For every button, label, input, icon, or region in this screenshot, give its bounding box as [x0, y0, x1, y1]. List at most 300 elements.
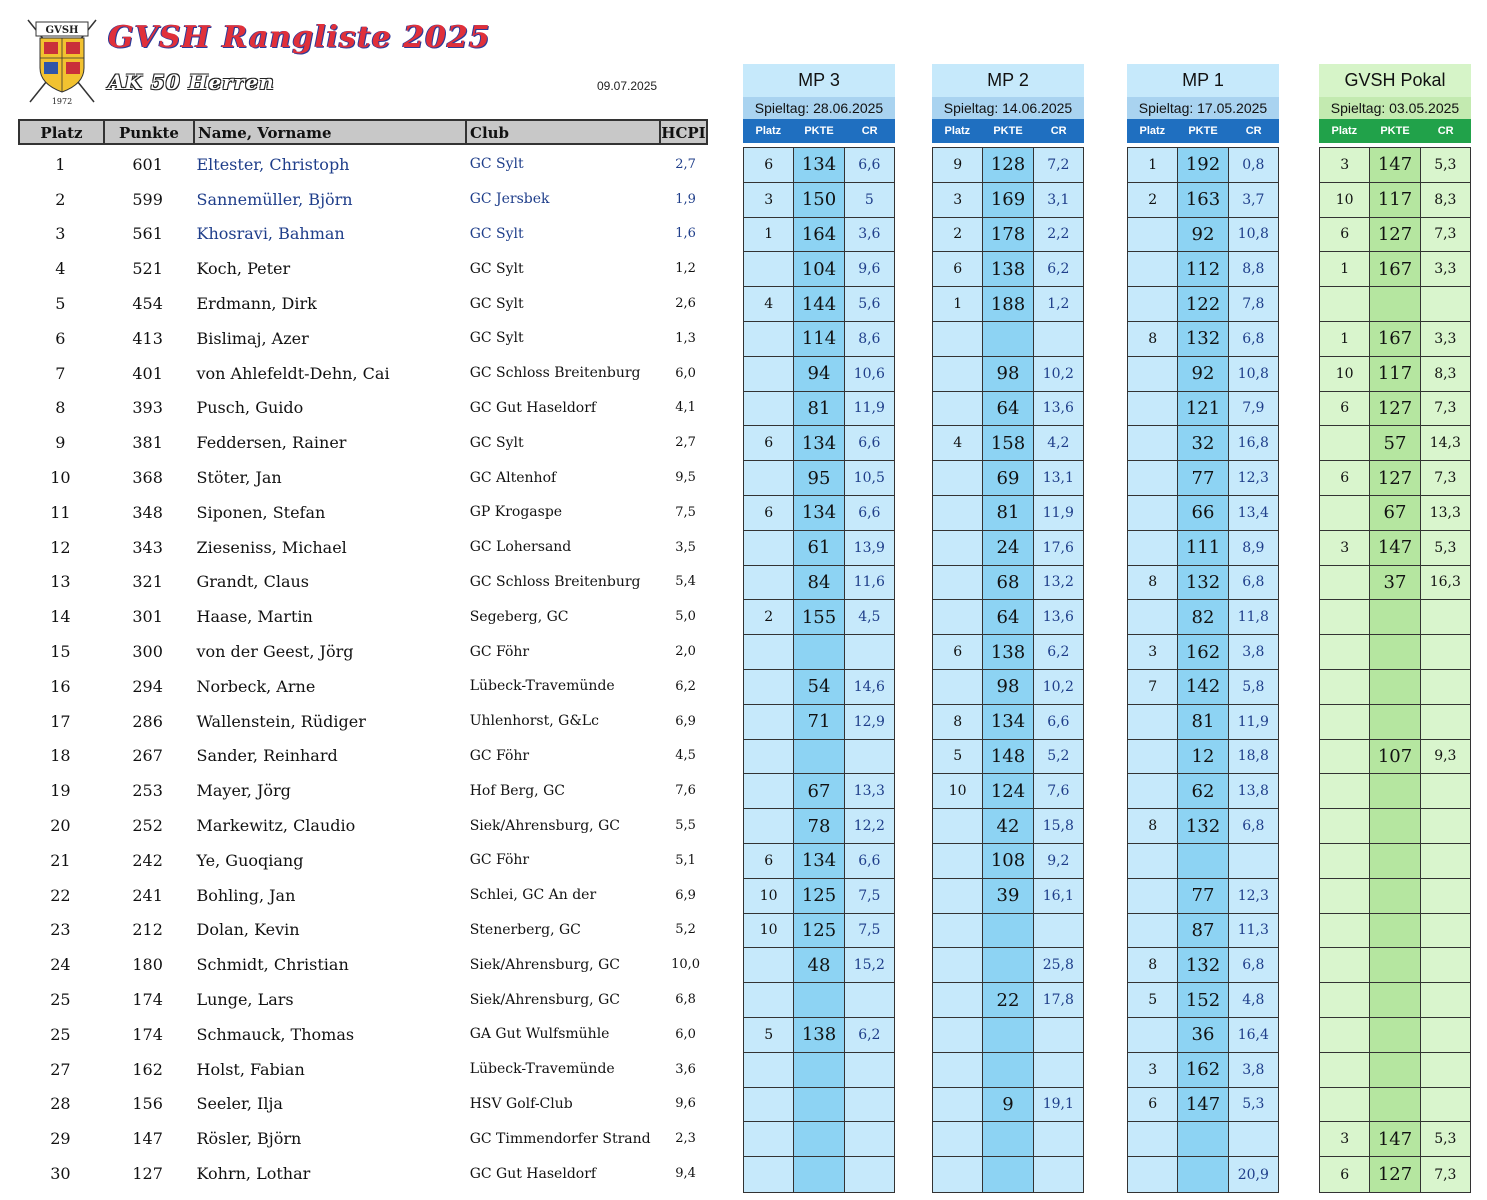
- event-cr-cell: 10,8: [1229, 218, 1278, 252]
- table-row: [744, 914, 894, 949]
- event-points-cell: [1370, 670, 1420, 704]
- event-platz-cell: [744, 1088, 794, 1122]
- event-platz-cell: [1128, 844, 1178, 878]
- points-cell: 286: [132, 711, 163, 731]
- club-cell: GC Jersbek: [469, 191, 550, 208]
- hcpi-cell: 6,8: [675, 992, 696, 1008]
- event-cr-cell: 11,9: [1034, 496, 1083, 530]
- club-cell: GC Timmendorfer Strand: [469, 1130, 651, 1147]
- event-points-cell: 155: [794, 600, 844, 634]
- hcpi-cell: 9,5: [675, 470, 696, 486]
- hcpi-cell: 6,0: [675, 365, 696, 381]
- rank-cell: 28: [50, 1094, 71, 1114]
- table-row: [1128, 1122, 1278, 1157]
- event-cr-cell: [1421, 983, 1470, 1017]
- event-points-cell: [1370, 1018, 1420, 1052]
- event-platz-cell: 7: [1128, 670, 1178, 704]
- player-name-cell: Norbeck, Arne: [196, 676, 316, 696]
- hcpi-cell: 4,1: [675, 400, 696, 416]
- event-platz-cell: 1: [1320, 322, 1370, 356]
- table-row: [933, 740, 1083, 775]
- event-platz-cell: [933, 983, 983, 1017]
- table-row: [18, 843, 708, 878]
- event-title: MP 3: [743, 64, 895, 97]
- club-cell: Segeberg, GC: [469, 608, 569, 625]
- table-row: [744, 879, 894, 914]
- event-points-cell: [794, 1122, 844, 1156]
- event-platz-cell: [744, 252, 794, 286]
- event-platz-cell: [744, 566, 794, 600]
- event-cr-cell: 8,6: [845, 322, 894, 356]
- event-points-cell: [983, 1053, 1033, 1087]
- table-row: [744, 705, 894, 740]
- points-cell: 343: [132, 537, 163, 557]
- table-row: [933, 670, 1083, 705]
- rank-cell: 29: [50, 1129, 71, 1149]
- club-cell: GC Gut Haseldorf: [469, 1165, 597, 1182]
- table-row: [1320, 879, 1470, 914]
- event-title: MP 2: [932, 64, 1084, 97]
- event-title: MP 1: [1127, 64, 1279, 97]
- rank-cell: 19: [50, 781, 71, 801]
- event-platz-cell: [744, 670, 794, 704]
- table-row: [18, 391, 708, 426]
- event-platz-cell: [744, 531, 794, 565]
- event-platz-cell: [1128, 1122, 1178, 1156]
- event-cr-cell: 7,3: [1421, 1157, 1470, 1192]
- event-points-cell: 152: [1178, 983, 1228, 1017]
- event-points-cell: 104: [794, 252, 844, 286]
- club-cell: GC Sylt: [469, 434, 524, 451]
- hcpi-cell: 5,0: [675, 609, 696, 625]
- table-row: [744, 809, 894, 844]
- table-row: [1320, 1157, 1470, 1192]
- event-points-cell: 132: [1178, 322, 1228, 356]
- event-block-mp-1: [1127, 64, 1279, 1193]
- table-row: [18, 356, 708, 391]
- event-cr-cell: 8,3: [1421, 183, 1470, 217]
- event-cr-cell: 14,3: [1421, 426, 1470, 460]
- event-cr-cell: 9,3: [1421, 740, 1470, 774]
- event-points-cell: 162: [1178, 1053, 1228, 1087]
- player-name-cell: Stöter, Jan: [196, 468, 282, 488]
- table-row: [1320, 809, 1470, 844]
- event-points-cell: 134: [794, 496, 844, 530]
- event-points-cell: 163: [1178, 183, 1228, 217]
- event-points-cell: 68: [983, 566, 1033, 600]
- event-cr-cell: 6,6: [845, 426, 894, 460]
- rank-cell: 25: [50, 1024, 71, 1044]
- table-row: [744, 218, 894, 253]
- table-row: [1128, 948, 1278, 983]
- event-cr-cell: 11,6: [845, 566, 894, 600]
- event-platz-cell: [744, 983, 794, 1017]
- event-cr-cell: [1034, 1157, 1083, 1192]
- event-platz-cell: [1320, 600, 1370, 634]
- event-points-cell: 61: [794, 531, 844, 565]
- event-cr-cell: 3,3: [1421, 252, 1470, 286]
- event-points-cell: 134: [794, 844, 844, 878]
- hcpi-cell: 5,4: [675, 574, 696, 590]
- event-points-cell: 98: [983, 357, 1033, 391]
- event-platz-cell: 1: [933, 287, 983, 321]
- event-platz-cell: 6: [744, 496, 794, 530]
- table-row: [744, 566, 894, 601]
- event-points-cell: [794, 983, 844, 1017]
- event-cr-cell: [1421, 914, 1470, 948]
- table-row: [1320, 287, 1470, 322]
- rank-cell: 20: [50, 816, 71, 836]
- table-row: [1320, 740, 1470, 775]
- event-platz-cell: [1320, 635, 1370, 669]
- event-platz-cell: [933, 914, 983, 948]
- table-row: [1320, 948, 1470, 983]
- event-column-header: [743, 119, 895, 143]
- event-platz-cell: [933, 496, 983, 530]
- player-name-cell: Schmauck, Thomas: [196, 1024, 355, 1044]
- event-cr-cell: 16,4: [1229, 1018, 1278, 1052]
- event-points-cell: 77: [1178, 879, 1228, 913]
- event-cr-cell: [1421, 809, 1470, 843]
- hcpi-cell: 2,0: [675, 644, 696, 660]
- event-points-cell: 164: [794, 218, 844, 252]
- event-points-cell: 144: [794, 287, 844, 321]
- table-row: [1128, 461, 1278, 496]
- player-name-cell: Ye, Guoqiang: [196, 850, 304, 870]
- event-cr-cell: 16,3: [1421, 566, 1470, 600]
- player-name-cell: Grandt, Claus: [196, 572, 310, 592]
- points-cell: 601: [132, 154, 163, 174]
- table-row: [18, 251, 708, 286]
- event-cr-cell: [1421, 844, 1470, 878]
- event-platz-cell: 5: [1128, 983, 1178, 1017]
- event-platz-cell: 10: [1320, 357, 1370, 391]
- rank-cell: 6: [55, 328, 66, 348]
- event-platz-cell: 8: [1128, 566, 1178, 600]
- rank-cell: 15: [50, 642, 71, 662]
- event-column-header: [1319, 119, 1471, 143]
- rank-cell: 22: [50, 885, 71, 905]
- table-row: [933, 148, 1083, 183]
- event-points-cell: 128: [983, 148, 1033, 182]
- event-platz-cell: [1128, 287, 1178, 321]
- table-row: [1320, 426, 1470, 461]
- event-platz-cell: [933, 531, 983, 565]
- event-cr-cell: 1,2: [1034, 287, 1083, 321]
- table-row: [1128, 914, 1278, 949]
- event-points-cell: [1370, 705, 1420, 739]
- table-row: [933, 948, 1083, 983]
- column-pkte: PKTE: [804, 125, 834, 137]
- points-cell: 348: [132, 502, 163, 522]
- club-cell: Lübeck-Travemünde: [469, 678, 615, 695]
- event-platz-cell: [933, 948, 983, 982]
- event-platz-cell: [933, 392, 983, 426]
- event-block-gvsh-pokal: [1319, 64, 1471, 1193]
- column-cr: CR: [1050, 125, 1067, 137]
- table-row: [18, 599, 708, 634]
- table-row: [1128, 1157, 1278, 1192]
- event-date: Spieltag: 28.06.2025: [743, 97, 895, 119]
- player-name-cell: Bislimaj, Azer: [196, 328, 309, 348]
- table-row: [933, 496, 1083, 531]
- event-platz-cell: [744, 774, 794, 808]
- event-cr-cell: 13,9: [845, 531, 894, 565]
- event-cr-cell: 7,8: [1229, 287, 1278, 321]
- player-name-cell: Pusch, Guido: [196, 398, 304, 418]
- event-platz-cell: 6: [744, 426, 794, 460]
- event-platz-cell: [1128, 218, 1178, 252]
- table-row: [744, 600, 894, 635]
- player-name-cell: Lunge, Lars: [196, 990, 294, 1010]
- points-cell: 212: [132, 920, 163, 940]
- event-platz-cell: 1: [744, 218, 794, 252]
- event-points-cell: 77: [1178, 461, 1228, 495]
- player-name-cell: Erdmann, Dirk: [196, 294, 317, 314]
- event-platz-cell: [1320, 705, 1370, 739]
- event-platz-cell: [1128, 496, 1178, 530]
- event-platz-cell: 1: [1128, 148, 1178, 182]
- table-row: [1128, 1018, 1278, 1053]
- table-row: [933, 1088, 1083, 1123]
- table-row: [933, 183, 1083, 218]
- column-cr: CR: [1245, 125, 1262, 137]
- club-cell: Schlei, GC An der: [469, 887, 597, 904]
- event-platz-cell: [1128, 1157, 1178, 1192]
- points-cell: 253: [132, 781, 163, 801]
- table-row: [744, 1018, 894, 1053]
- rank-cell: 18: [50, 746, 71, 766]
- event-platz-cell: 2: [744, 600, 794, 634]
- event-points-cell: 42: [983, 809, 1033, 843]
- event-platz-cell: 6: [1320, 392, 1370, 426]
- column-punkte: Punkte: [105, 121, 195, 143]
- event-points-cell: 147: [1178, 1088, 1228, 1122]
- points-cell: 267: [132, 746, 163, 766]
- table-row: [1128, 1053, 1278, 1088]
- table-row: [1128, 566, 1278, 601]
- event-points-cell: 107: [1370, 740, 1420, 774]
- event-points-cell: 36: [1178, 1018, 1228, 1052]
- event-points-cell: 87: [1178, 914, 1228, 948]
- table-row: [1128, 740, 1278, 775]
- event-points-cell: [1370, 774, 1420, 808]
- table-row: [1128, 392, 1278, 427]
- rank-cell: 7: [55, 363, 66, 383]
- event-grid: [743, 147, 895, 1193]
- event-platz-cell: 1: [1320, 252, 1370, 286]
- column-platz: Platz: [755, 125, 782, 137]
- event-points-cell: 167: [1370, 322, 1420, 356]
- club-cell: GP Krogaspe: [469, 504, 563, 521]
- event-cr-cell: 6,6: [845, 496, 894, 530]
- event-points-cell: 125: [794, 879, 844, 913]
- table-row: [1128, 844, 1278, 879]
- event-cr-cell: 3,8: [1229, 1053, 1278, 1087]
- event-cr-cell: 5,6: [845, 287, 894, 321]
- event-cr-cell: [1034, 322, 1083, 356]
- event-points-cell: 122: [1178, 287, 1228, 321]
- event-points-cell: 67: [794, 774, 844, 808]
- event-points-cell: 150: [794, 183, 844, 217]
- event-cr-cell: [1421, 879, 1470, 913]
- event-cr-cell: 13,3: [1421, 496, 1470, 530]
- club-cell: GC Altenhof: [469, 469, 557, 486]
- event-grid: [932, 147, 1084, 1193]
- event-points-cell: [1370, 1088, 1420, 1122]
- event-points-cell: 94: [794, 357, 844, 391]
- event-points-cell: [1370, 983, 1420, 1017]
- event-cr-cell: 15,2: [845, 948, 894, 982]
- event-cr-cell: 6,8: [1229, 322, 1278, 356]
- hcpi-cell: 5,1: [675, 852, 696, 868]
- event-cr-cell: 4,8: [1229, 983, 1278, 1017]
- table-row: [1320, 566, 1470, 601]
- event-points-cell: 132: [1178, 809, 1228, 843]
- event-points-cell: [983, 948, 1033, 982]
- event-cr-cell: 5,3: [1229, 1088, 1278, 1122]
- table-row: [1320, 774, 1470, 809]
- event-platz-cell: 10: [744, 879, 794, 913]
- points-cell: 301: [132, 607, 163, 627]
- event-cr-cell: [1421, 670, 1470, 704]
- table-row: [933, 461, 1083, 496]
- club-cell: Stenerberg, GC: [469, 921, 581, 938]
- event-cr-cell: 18,8: [1229, 740, 1278, 774]
- event-points-cell: [1178, 1122, 1228, 1156]
- table-row: [1320, 1053, 1470, 1088]
- table-row: [18, 565, 708, 600]
- club-cell: Lübeck-Travemünde: [469, 1061, 615, 1078]
- table-row: [744, 774, 894, 809]
- event-cr-cell: 12,3: [1229, 879, 1278, 913]
- player-name-cell: Sannemüller, Björn: [196, 189, 353, 209]
- table-row: [1320, 670, 1470, 705]
- player-name-cell: Sander, Reinhard: [196, 746, 338, 766]
- table-row: [1128, 670, 1278, 705]
- event-cr-cell: 16,8: [1229, 426, 1278, 460]
- table-row: [1128, 635, 1278, 670]
- rank-cell: 9: [55, 433, 66, 453]
- event-points-cell: 81: [983, 496, 1033, 530]
- event-grid: [1127, 147, 1279, 1193]
- points-cell: 599: [132, 189, 163, 209]
- event-points-cell: 125: [794, 914, 844, 948]
- event-platz-cell: 10: [744, 914, 794, 948]
- column-cr: CR: [1437, 125, 1454, 137]
- player-name-cell: Rösler, Björn: [196, 1129, 302, 1149]
- hcpi-cell: 2,7: [675, 435, 696, 451]
- event-platz-cell: 8: [1128, 322, 1178, 356]
- hcpi-cell: 6,9: [675, 713, 696, 729]
- event-cr-cell: [1034, 1122, 1083, 1156]
- event-points-cell: 81: [794, 392, 844, 426]
- player-name-cell: Mayer, Jörg: [196, 781, 291, 801]
- event-points-cell: 108: [983, 844, 1033, 878]
- event-cr-cell: [845, 1157, 894, 1192]
- points-cell: 147: [132, 1129, 163, 1149]
- event-cr-cell: 7,9: [1229, 392, 1278, 426]
- event-platz-cell: [933, 1088, 983, 1122]
- club-cell: Siek/Ahrensburg, GC: [469, 991, 620, 1008]
- club-cell: Uhlenhorst, G&Lc: [469, 713, 599, 730]
- event-cr-cell: [1421, 287, 1470, 321]
- player-name-cell: Dolan, Kevin: [196, 920, 300, 940]
- event-platz-cell: 6: [933, 252, 983, 286]
- club-cell: Hof Berg, GC: [469, 782, 565, 799]
- event-platz-cell: [1320, 1053, 1370, 1087]
- event-platz-cell: 5: [933, 740, 983, 774]
- rank-cell: 17: [50, 711, 71, 731]
- event-platz-cell: [1128, 740, 1178, 774]
- event-platz-cell: 5: [744, 1018, 794, 1052]
- event-cr-cell: 5,2: [1034, 740, 1083, 774]
- table-row: [744, 322, 894, 357]
- event-cr-cell: [845, 983, 894, 1017]
- table-row: [1128, 531, 1278, 566]
- event-points-cell: 147: [1370, 531, 1420, 565]
- event-platz-cell: [744, 392, 794, 426]
- event-points-cell: [983, 322, 1033, 356]
- event-points-cell: 64: [983, 392, 1033, 426]
- event-cr-cell: 17,8: [1034, 983, 1083, 1017]
- points-cell: 241: [132, 885, 163, 905]
- club-cell: GC Föhr: [469, 852, 530, 869]
- event-platz-cell: [1128, 357, 1178, 391]
- table-row: [744, 426, 894, 461]
- event-platz-cell: [1128, 426, 1178, 460]
- hcpi-cell: 7,6: [675, 783, 696, 799]
- hcpi-cell: 2,3: [675, 1131, 696, 1147]
- rank-cell: 16: [50, 676, 71, 696]
- player-name-cell: Kohrn, Lothar: [196, 1164, 311, 1183]
- table-row: [1128, 287, 1278, 322]
- player-name-cell: Schmidt, Christian: [196, 955, 349, 975]
- column-platz: Platz: [1139, 125, 1166, 137]
- event-block-mp-2: [932, 64, 1084, 1193]
- rank-cell: 14: [50, 607, 71, 627]
- event-points-cell: 124: [983, 774, 1033, 808]
- event-points-cell: 127: [1370, 1157, 1420, 1192]
- event-points-cell: 147: [1370, 148, 1420, 182]
- event-points-cell: [1178, 1157, 1228, 1192]
- event-points-cell: 138: [794, 1018, 844, 1052]
- table-row: [1128, 218, 1278, 253]
- event-cr-cell: 6,2: [845, 1018, 894, 1052]
- table-row: [1320, 600, 1470, 635]
- table-row: [1128, 148, 1278, 183]
- event-points-cell: [1370, 914, 1420, 948]
- table-row: [18, 704, 708, 739]
- club-cell: GC Sylt: [469, 330, 524, 347]
- event-platz-cell: [933, 357, 983, 391]
- table-row: [18, 1052, 708, 1087]
- event-platz-cell: 9: [933, 148, 983, 182]
- event-platz-cell: [1320, 426, 1370, 460]
- table-row: [933, 600, 1083, 635]
- event-platz-cell: 6: [1320, 461, 1370, 495]
- event-cr-cell: 20,9: [1229, 1157, 1278, 1192]
- hcpi-cell: 2,7: [675, 156, 696, 172]
- table-row: [1320, 1088, 1470, 1123]
- event-cr-cell: [845, 1122, 894, 1156]
- table-row: [744, 496, 894, 531]
- column-pkte: PKTE: [1380, 125, 1410, 137]
- table-row: [1320, 1122, 1470, 1157]
- event-points-cell: 9: [983, 1088, 1033, 1122]
- hcpi-cell: 6,0: [675, 1026, 696, 1042]
- table-row: [744, 670, 894, 705]
